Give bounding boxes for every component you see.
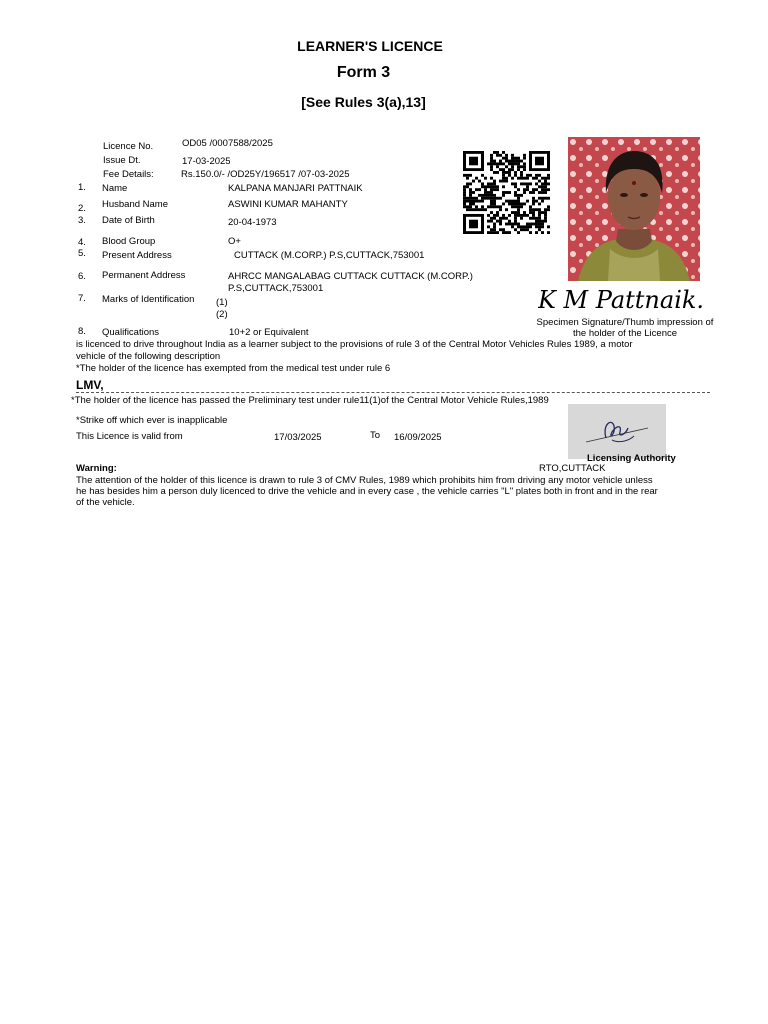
holder-photo xyxy=(568,137,700,281)
warning-label: Warning: xyxy=(76,463,117,474)
dob-value: 20-04-1973 xyxy=(228,217,277,228)
holder-signature xyxy=(538,284,728,318)
blood-group-value: O+ xyxy=(228,236,241,247)
document-title: LEARNER'S LICENCE xyxy=(297,38,443,54)
licensing-authority-title: Licensing Authority xyxy=(587,453,676,464)
name-label: Name xyxy=(102,183,128,194)
strike-note: *Strike off which ever is inapplicable xyxy=(76,415,228,426)
vehicle-class: LMV, xyxy=(76,378,104,392)
field-number-2: 2. xyxy=(78,203,86,214)
dotted-divider xyxy=(76,392,710,393)
husband-name-value: ASWINI KUMAR MAHANTY xyxy=(228,199,348,210)
field-number-4: 4. xyxy=(78,237,86,248)
field-number-5: 5. xyxy=(78,248,86,259)
name-value: KALPANA MANJARI PATTNAIK xyxy=(228,183,363,194)
fee-value: Rs.150.0/- /OD25Y/196517 /07-03-2025 xyxy=(181,169,350,180)
rules-reference: [See Rules 3(a),13] xyxy=(301,94,426,110)
qualifications-label: Qualifications xyxy=(102,327,160,338)
permanent-address-label: Permanent Address xyxy=(102,270,186,281)
blood-group-label: Blood Group xyxy=(102,236,156,247)
licence-statement: is licenced to drive throughout India as a learner subject to the provisions of rule 3 of the Central Motor Vehicles Rules 1989, a motor xyxy=(76,339,633,350)
issue-date-label: Issue Dt. xyxy=(103,155,141,166)
warning-text: The attention of the holder of this licence is drawn to rule 3 of CMV Rules, 1989 which prohibits him from driving any motor vehicle unless xyxy=(76,475,653,486)
warning-text-line2: he has besides him a person duly licenced to drive the vehicle and in every case , the vehicle carries "L" plates both in front and in the rear xyxy=(76,486,658,497)
field-number-1: 1. xyxy=(78,182,86,193)
field-number-6: 6. xyxy=(78,271,86,282)
valid-to-date: 16/09/2025 xyxy=(394,432,442,443)
authority-office: RTO,CUTTACK xyxy=(539,463,606,474)
identification-marks-label: Marks of Identification xyxy=(102,294,195,305)
form-number: Form 3 xyxy=(336,64,391,81)
valid-to-label: To xyxy=(370,430,381,441)
signature-text: K M Pattnaik. xyxy=(538,286,705,314)
qr-code xyxy=(463,151,550,234)
specimen-caption-line2: the holder of the Licence xyxy=(572,328,678,339)
permanent-address-value-line2: P.S,CUTTACK,753001 xyxy=(228,283,324,294)
field-number-8: 8. xyxy=(78,326,86,337)
present-address-label: Present Address xyxy=(102,250,172,261)
warning-text-line3: of the vehicle. xyxy=(76,497,135,508)
licence-statement-line2: vehicle of the following description xyxy=(76,351,221,362)
husband-name-label: Husband Name xyxy=(102,199,169,210)
preliminary-test-note: *The holder of the licence has passed the Preliminary test under rule11(1)of the Central Motor Vehicle Rules,1989 xyxy=(71,395,549,406)
authority-signature-stamp xyxy=(568,404,666,459)
specimen-caption: Specimen Signature/Thumb impression of xyxy=(536,317,714,328)
licence-no-label: Licence No. xyxy=(103,141,154,152)
field-number-3: 3. xyxy=(78,215,86,226)
field-number-7: 7. xyxy=(78,293,86,304)
dob-label: Date of Birth xyxy=(102,215,155,226)
fee-label: Fee Details: xyxy=(103,169,154,180)
permanent-address-value: AHRCC MANGALABAG CUTTACK CUTTACK (M.CORP.) xyxy=(228,271,473,282)
valid-from-label: This Licence is valid from xyxy=(76,431,183,442)
identification-mark-1: (1) xyxy=(216,297,228,308)
qualifications-value: 10+2 or Equivalent xyxy=(229,327,309,338)
medical-exemption: *The holder of the licence has exempted from the medical test under rule 6 xyxy=(76,363,391,374)
present-address-value: CUTTACK (M.CORP.) P.S,CUTTACK,753001 xyxy=(234,250,425,261)
valid-from-date: 17/03/2025 xyxy=(274,432,322,443)
licence-no-value: OD05 /0007588/2025 xyxy=(182,138,273,149)
issue-date-value: 17-03-2025 xyxy=(182,156,231,167)
identification-mark-2: (2) xyxy=(216,309,228,320)
